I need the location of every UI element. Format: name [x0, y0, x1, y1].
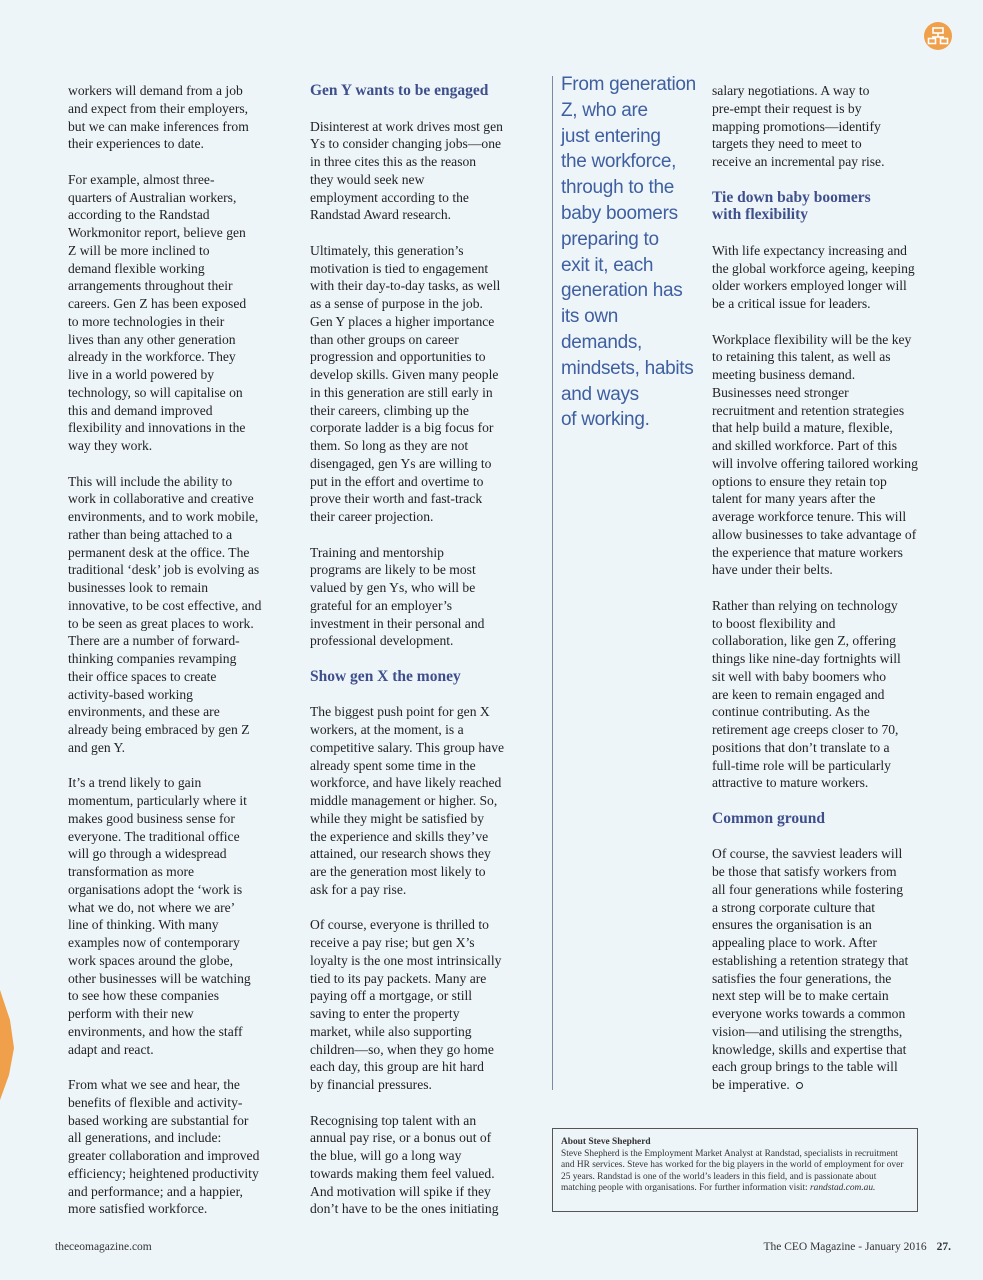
paragraph: Ultimately, this generation’s motivation is tied to engagement with their day-to-day tasks, as well as a sense of purpose in the job. Gen Y places a higher importance than other groups on career progression and opportunities to develop skills. Given many people in this generation are still early in their careers, climbing up the corporate ladder is a big focus for them. So long as they are not disengaged, gen Ys are willing to put in the effort and overtime to prove their worth and fast-track their career projection. — [310, 242, 501, 524]
org-chart-icon — [924, 22, 952, 50]
paragraph: workers will demand from a job and expect from their employers, but we can make inferences from their experiences to date. — [68, 83, 249, 152]
paragraph: Of course, everyone is thrilled to receive a pay rise; but gen X’s loyalty is the one most intrinsically tied to its pay packets. Many are paying off a mortgage, or still saving to enter the property market, while also supporting children—so, when they go home each day, this group are hit hard by financial pressures. — [310, 917, 502, 1092]
paragraph-text: Of course, the savviest leaders will be those that satisfy workers from all four generations while fostering a strong corporate culture that ensures the organisation is an appealing place to work. After establishing a retention strategy that satisfies the four generations, the next step will be to make certain everyone works towards a common vision—and utilising the strengths, knowledge, skills and expertise that each group brings to the table will be imperative. — [712, 846, 909, 1092]
paragraph: The biggest push point for gen X workers, at the moment, is a competitive salary. This group have already spent some time in the workforce, and have likely reached middle management or higher. So, while they might be satisfied by the experience and skills they’ve attained, our research shows they are the generation most likely to ask for a pay rise. — [310, 704, 505, 897]
bio-title: About Steve Shepherd — [561, 1137, 651, 1147]
article-column-2 — [310, 82, 538, 1236]
paragraph: Recognising top talent with an annual pay rise, or a bonus out of the blue, will go a long way towards making them feel valued. And motivation will spike if they don’t have to be the ones initiating — [310, 1112, 499, 1217]
paragraph: This will include the ability to work in collaborative and creative environments, and to work mobile, rather than being attached to a permanent desk at the office. The traditional ‘desk’ job is evolving as businesses look to remain innovative, to be cost effective, and to be seen as great places to work. There are a number of forward- thinking companies revamping their office spaces to create activity-based working environments, and these are already being embraced by gen Z and gen Y. — [68, 473, 262, 755]
paragraph: Workplace flexibility will be the key to retaining this talent, as well as meeting business demand. Businesses need stronger recruitment and retention strategies that help build a mature, flexible, and skilled workforce. Part of this will involve offering tailored working options to ensure they retain top talent for many years after the average workforce tenure. This will allow businesses to take advantage of the experience that mature workers have under their belts. — [712, 331, 918, 578]
paragraph: salary negotiations. A way to pre-empt their request is by mapping promotions—identify targets they need to meet to receive an incremental pay rise. — [712, 83, 885, 169]
article-column-1 — [68, 82, 296, 1236]
section-heading-gen-x: Show gen X the money — [310, 667, 461, 685]
section-heading-gen-y: Gen Y wants to be engaged — [310, 82, 489, 99]
page-number: 27. — [936, 1241, 951, 1253]
article-column-4 — [712, 82, 942, 1112]
end-of-article-icon — [796, 1082, 803, 1089]
paragraph: It’s a trend likely to gain momentum, particularly where it makes good business sense for everyone. The traditional office will go through a widespread transformation as more organisations adopt the ‘work is what we do, not where we are’ line of thinking. With many examples now of contemporary work spaces around the globe, other businesses will be watching to see how these companies perform with their new environments, and how the staff adapt and react. — [68, 775, 251, 1057]
paragraph: Rather than relying on technology to boost flexibility and collaboration, like gen Z, offering things like nine-day fortnights will sit well with baby boomers who are keen to remain engaged and continue contributing. As the retirement age creeps closer to 70, positions that don’t translate to a full-time role will be particularly attractive to mature workers. — [712, 597, 901, 791]
paragraph: For example, almost three- quarters of Australian workers, according to the Randstad Workmonitor report, believe gen Z will be more inclined to demand flexible working arrangements throughout their careers. Gen Z has been exposed to more technologies in their lives than any other generation already in the workforce. They live in a world powered by technology, so will capitalise on this and demand improved flexibility and innovations in the way they work. — [68, 171, 247, 453]
section-heading-common-ground: Common ground — [712, 809, 825, 827]
section-heading-boomers: Tie down baby boomers with flexibility — [712, 188, 871, 224]
decorative-shape — [0, 990, 16, 1100]
paragraph: With life expectancy increasing and the global workforce ageing, keeping older workers employed longer will be a critical issue for leaders. — [712, 242, 915, 311]
paragraph: Disinterest at work drives most gen Ys to consider changing jobs—one in three cites this as the reason they would seek new employment according to the Randstad Award research. — [310, 118, 503, 223]
footer-issue — [763, 1241, 951, 1253]
footer-issue-text: The CEO Magazine - January 2016 — [763, 1241, 927, 1253]
author-bio-box — [552, 1128, 918, 1212]
paragraph — [712, 845, 942, 1094]
paragraph: Training and mentorship programs are likely to be most valued by gen Ys, who will be grateful for an employer’s investment in their personal and professional development. — [310, 544, 485, 649]
paragraph: From what we see and hear, the benefits of flexible and activity- based working are substantial for all generations, and include: greater collaboration and improved efficiency; heightened productivity and performance; and a happier, more satisfied workforce. — [68, 1077, 260, 1217]
pullquote: From generation Z, who are just entering the workforce, through to the baby boomers preparing to exit it, each generation has its own demands, mindsets, habits and ways of working. — [561, 74, 696, 431]
bio-link[interactable]: randstad.com.au. — [810, 1183, 876, 1194]
bio-body: Steve Shepherd is the Employment Market Analyst at Randstad, specialists in recruitment and HR services. Steve has worked for the big players in the world of employment for over 25 years. Randstad is one of the world’s leaders in this field, and is passionate about matching people with organisations. For further information visit: — [561, 1148, 904, 1194]
footer-site: theceomagazine.com — [55, 1241, 152, 1253]
pullquote-rule — [552, 76, 553, 1090]
